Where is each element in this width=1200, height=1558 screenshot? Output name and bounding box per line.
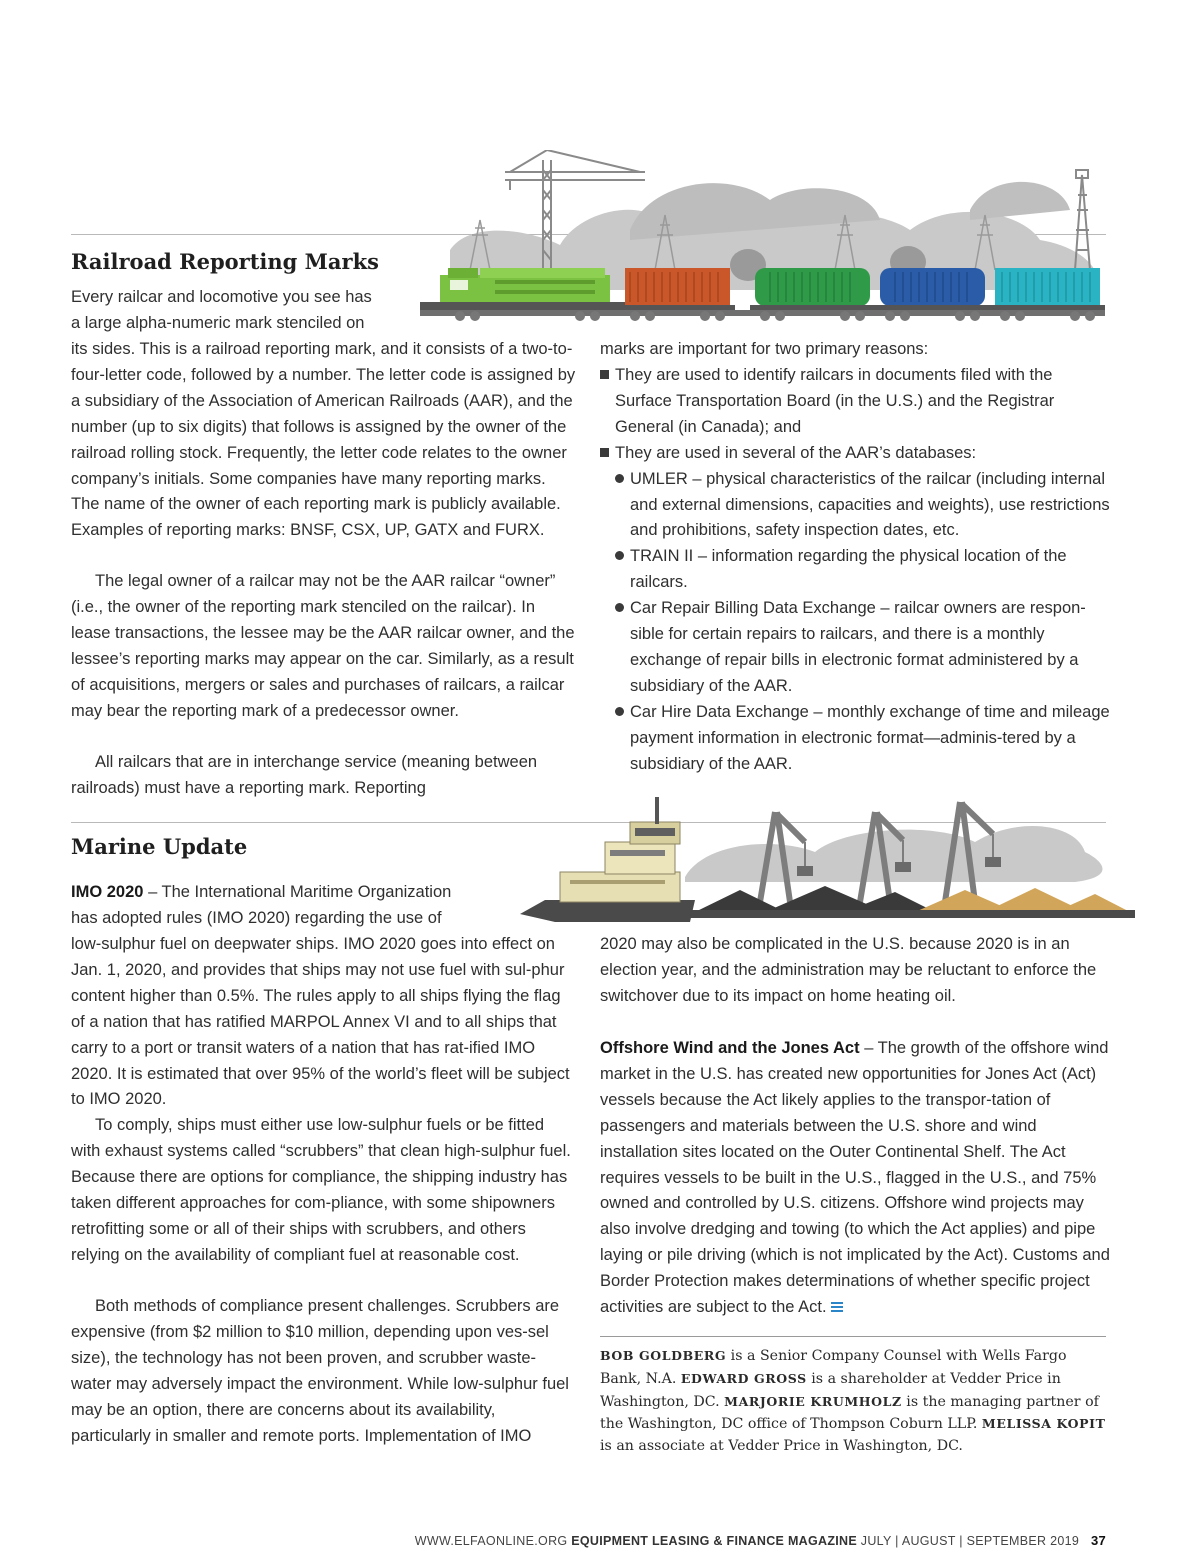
page-footer <box>415 1533 1106 1548</box>
list-item: They are used in several of the AAR’s databases: <box>600 441 1110 467</box>
dot-bullet-icon <box>615 474 624 483</box>
marine-section-heading: Marine Update <box>71 834 248 859</box>
imo-continued-paragraph: 2020 may also be complicated in the U.S. because 2020 is in an election year, and the administration may be reluctant to enforce the switchover due to its impact on home heating oil. <box>600 935 1097 1005</box>
port-illustration <box>515 782 1140 924</box>
marine-paragraph-2: To comply, ships must either use low-sulphur fuels or be fitted with exhaust systems called “scrubbers” that clean high-sulphur fuel. Because there are options for compliance, the shipping industry has taken different approaches for com-pliance, with some shipowners retrofitting some or all of their ships with scrubbers, and others relying on the availability of compliant fuel at reasonable cost. <box>71 1116 571 1264</box>
tugboat-icon <box>520 797 695 922</box>
author-name: BOB GOLDBERG <box>600 1348 727 1363</box>
footer-magazine: EQUIPMENT LEASING & FINANCE MAGAZINE <box>571 1534 858 1548</box>
coal-pile <box>695 886 935 912</box>
imo-title: IMO 2020 <box>71 883 144 901</box>
list-item: Car Hire Data Exchange – monthly exchange of time and mileage payment information in electronic format—adminis-tered by a subsidiary of the AAR. <box>600 700 1110 778</box>
bio-rule <box>600 1336 1106 1337</box>
rail-paragraph-1: its sides. This is a railroad reporting mark, and it consists of a two-to-four-letter code, followed by a number. The letter code is assigned by a subsidiary of the Association of American Railroads (AAR), and the number (up to six digits) that follows is assigned by the owner of the railroad rolling stock. Frequently, the letter code relates to the owner company’s initials. Some companies have many reporting marks. The name of the owner of each reporting mark is publicly available. Examples of reporting marks: BNSF, CSX, UP, GATX and FURX. <box>71 340 576 540</box>
rail-paragraph-1-line-1: Every railcar and locomotive you see has <box>71 288 372 306</box>
list-item: TRAIN II – information regarding the physical location of the railcars. <box>600 544 1110 596</box>
rail-section-heading: Railroad Reporting Marks <box>71 249 379 274</box>
imo-paragraph: low-sulphur fuel on deepwater ships. IMO 2020 goes into effect on Jan. 1, 2020, and provides that ships may not use fuel with sul-phur content higher than 0.5%. The rules apply to all ships flying the flag of a nation that has ratified MARPOL Annex VI and to all ships that carry to a port or transit waters of a nation that has rat-ified IMO 2020. It is estimated that over 95% of the world’s fleet will be subject to IMO 2020. <box>71 935 570 1109</box>
author-name: MARJORIE KRUMHOLZ <box>724 1393 902 1409</box>
author-name: EDWARD GROSS <box>680 1370 807 1386</box>
rail-paragraph-3: All railcars that are in interchange service (meaning between railroads) must have a reporting mark. Reporting <box>71 753 538 797</box>
rail-reason-list <box>600 363 1110 778</box>
footer-site: WWW.ELFAONLINE.ORG <box>414 1534 568 1548</box>
dot-bullet-icon <box>615 603 624 612</box>
train-illustration <box>410 150 1110 335</box>
offshore-wind-title: Offshore Wind and the Jones Act <box>600 1039 860 1057</box>
rail-reasons-intro: marks are important for two primary reasons: <box>600 340 929 358</box>
offshore-wind-paragraph: Offshore Wind and the Jones Act – The growth of the offshore wind market in the U.S. has created new opportunities for Jones Act (Act) vessels because the Act likely applies to the transpor-tation of passengers and materials between the U.S. shore and wind installation sites located on the Outer Continental Shelf. The Act requires vessels to be built in the U.S., flagged in the U.S., and 75% owned and controlled by U.S. citizens. Offshore wind projects may also involve dredging and towing (to which the Act applies) and pipe laying or pile driving (which is not implicated by the Act). Customs and Border Protection makes determinations of whether specific project activities are subject to the Act. <box>600 1039 1110 1317</box>
author-name: MELISSA KOPIT <box>981 1416 1106 1432</box>
rail-paragraph-1-line-2: a large alpha-numeric mark stenciled on <box>71 314 365 332</box>
dot-bullet-icon <box>615 707 624 716</box>
marine-paragraph-3: Both methods of compliance present challenges. Scrubbers are expensive (from $2 million to $10 million, depending upon ves-sel size), the technology has not been proven, and scrubber waste-water may adversely impact the environment. While low-sulphur fuel may be an option, there are concerns about its availability, particularly in smaller and remote ports. Implementation of IMO <box>71 1297 569 1445</box>
author-bio: BOB GOLDBERG is a Senior Company Counsel with Wells Fargo Bank, N.A. EDWARD GROSS is a shareholder at Vedder Price in Washington, DC. MARJORIE KRUMHOLZ is the managing partner of the Washington, DC office of Thompson Coburn LLP. MELISSA KOPIT is an associate at Vedder Price in Washington, DC. <box>600 1348 1106 1455</box>
barge <box>675 910 1135 918</box>
rail-paragraph-2: The legal owner of a railcar may not be the AAR railcar “owner” (i.e., the owner of the reporting mark stenciled on the railcar). In lease transactions, the lessee may be the AAR railcar owner, and the lessee’s reporting marks may appear on the car. Similarly, as a result of acquisitions, mergers or sales and purchases of railcars, a railcar may bear the reporting mark of a predecessor owner. <box>71 572 575 720</box>
smoke-cloud <box>970 182 1070 220</box>
imo-paragraph-line-2: has adopted rules (IMO 2020) regarding the use of <box>71 909 442 927</box>
square-bullet-icon <box>600 370 609 379</box>
imo-paragraph-line-1: IMO 2020 – The International Maritime Organization <box>71 883 452 901</box>
list-item: They are used to identify railcars in documents filed with the Surface Transportation Board (in the U.S.) and the Registrar General (in Canada); and <box>600 363 1110 441</box>
footer-issue: JULY | AUGUST | SEPTEMBER 2019 <box>860 1534 1080 1548</box>
square-bullet-icon <box>600 448 609 457</box>
list-item: UMLER – physical characteristics of the railcar (including internal and external dimensions, capacities and weights), use restrictions and prohibitions, safety inspection dates, etc. <box>600 467 1110 545</box>
dot-bullet-icon <box>615 551 624 560</box>
list-item: Car Repair Billing Data Exchange – railcar owners are respon-sible for certain repairs to railcars, and there is a monthly exchange of repair bills in electronic format administered by a subsidiary of the AAR. <box>600 596 1110 700</box>
end-of-article-icon <box>831 1301 843 1313</box>
page-number: 37 <box>1090 1533 1106 1548</box>
